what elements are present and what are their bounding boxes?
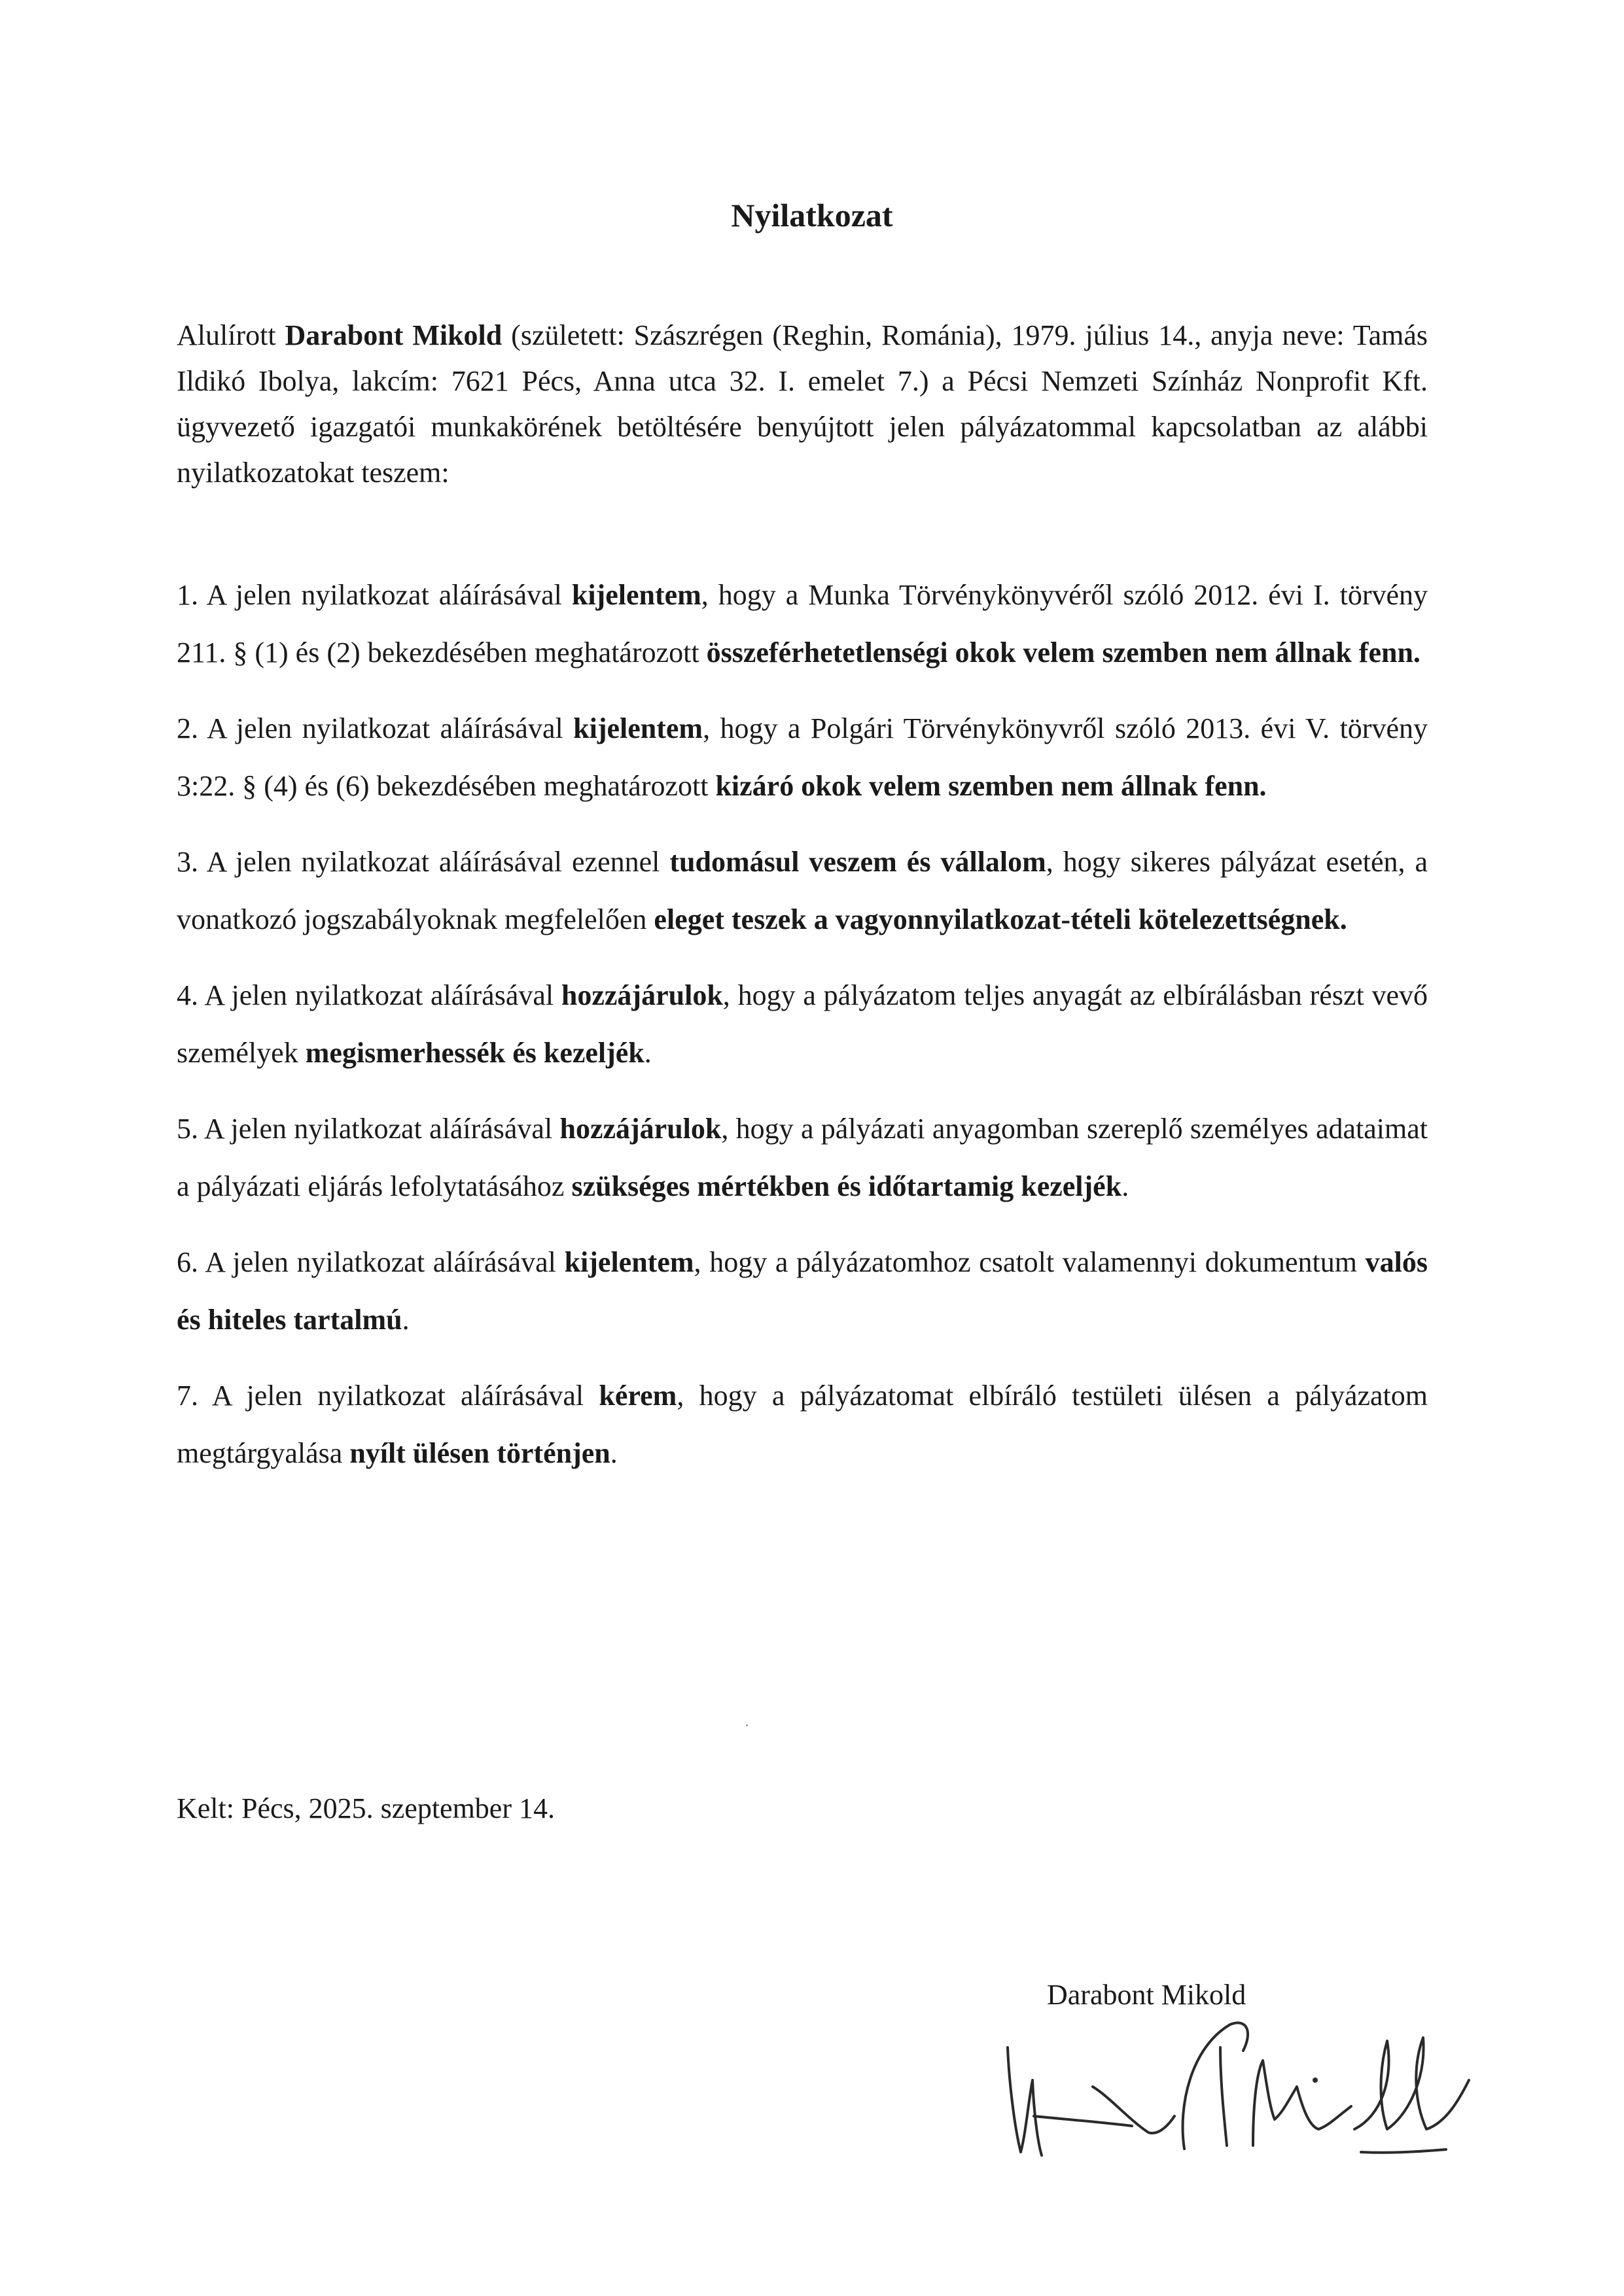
item-text: . [610, 1437, 618, 1469]
signature-stroke [1093, 2087, 1174, 2133]
document-title: Nyilatkozat [731, 197, 893, 234]
item-text: 7. A jelen nyilatkozat aláírásával [177, 1380, 599, 1412]
item-text: 6. A jelen nyilatkozat aláírásával [177, 1246, 565, 1278]
signature-stroke [1008, 2047, 1042, 2155]
item-bold-text: megismerhessék és kezeljék [305, 1037, 644, 1069]
item-text: . [402, 1304, 410, 1336]
declaration-item [177, 566, 1428, 682]
signature-strokes [1008, 2023, 1469, 2155]
declarant-name: Darabont Mikold [285, 319, 503, 351]
item-text: 3. A jelen nyilatkozat aláírásával ezennel [177, 846, 670, 878]
item-bold-text: hozzájárulok [561, 979, 723, 1011]
item-text: 4. A jelen nyilatkozat aláírásával [177, 979, 561, 1011]
item-text: , hogy sikeres pályázat esetén, a vonatkozó jogszabályoknak megfelelően [177, 846, 1428, 935]
item-bold-text: eleget teszek a vagyonnyilatkozat-tételi kötelezettségnek. [654, 903, 1347, 935]
item-bold-text: összeférhetetlenségi okok velem szemben nem állnak fenn. [706, 636, 1421, 669]
item-bold-text: kijelentem [564, 1246, 694, 1278]
item-text: . [1121, 1170, 1129, 1202]
declaration-item [177, 700, 1428, 815]
item-bold-text: valós és hiteles tartalmú [177, 1246, 1428, 1336]
signature-stroke [1183, 2023, 1248, 2149]
intro-prefix: Alulírott [177, 319, 285, 351]
item-bold-text: kijelentem [571, 579, 701, 611]
item-text: , hogy a pályázatomhoz csatolt valamennyi dokumentum [694, 1246, 1366, 1278]
item-text: , hogy a Polgári Törvénykönyvről szóló 2013. évi V. törvény 3:22. § (4) és (6) bekezdésében meghatározott [177, 712, 1428, 802]
item-bold-text: hozzájárulok [559, 1113, 722, 1145]
item-text: , hogy a Munka Törvénykönyvéről szóló 2012. évi I. törvény 211. § (1) és (2) bekezdésében meghatározott [177, 579, 1428, 669]
item-bold-text: tudomásul veszem és vállalom [669, 846, 1046, 878]
intro-rest: (született: Szászrégen (Reghin, Románia), 1979. július 14., anyja neve: Tamás Ildikó Ibolya, lakcím: 7621 Pécs, Anna utca 32. I. emelet 7.) a Pécsi Nemzeti Színház Nonprofit Kft. ügyvezető igazgatói munkakörének betöltésére benyújtott jelen pályázatommal kapcsolatban az alábbi nyilatkozatokat teszem: [177, 319, 1428, 489]
item-bold-text: nyílt ülésen történjen [349, 1437, 610, 1469]
signature-stroke [1361, 2149, 1446, 2153]
item-text: 2. A jelen nyilatkozat aláírásával [177, 712, 574, 744]
item-text: , hogy a pályázati anyagomban szereplő személyes adataimat a pályázati eljárás lefolytatásához [177, 1113, 1428, 1202]
item-text: , hogy a pályázatomat elbíráló testületi ülésen a pályázatom megtárgyalása [177, 1380, 1428, 1469]
item-bold-text: kérem [599, 1380, 677, 1412]
handwritten-signature [995, 2002, 1492, 2198]
signature-stroke [1034, 2116, 1132, 2126]
item-text: . [644, 1037, 652, 1069]
scan-speck [746, 1724, 748, 1726]
item-bold-text: kizáró okok velem szemben nem állnak fenn. [715, 770, 1267, 802]
signature-stroke [1220, 2047, 1227, 2146]
signature-dot [1314, 2079, 1316, 2081]
date-line: Kelt: Pécs, 2025. szeptember 14. [177, 1792, 555, 1824]
declaration-item [177, 1100, 1428, 1215]
item-text: 5. A jelen nyilatkozat aláírásával [177, 1113, 560, 1145]
declaration-item [177, 833, 1428, 948]
intro-paragraph [177, 313, 1428, 496]
declaration-item [177, 1367, 1428, 1482]
signature-stroke [1354, 2038, 1469, 2129]
item-text: , hogy a pályázatom teljes anyagát az elbírálásban részt vevő személyek [177, 979, 1428, 1069]
declaration-item [177, 967, 1428, 1082]
declaration-item [177, 1234, 1428, 1349]
declaration-list [177, 566, 1428, 1501]
signer-name: Darabont Mikold [1047, 1979, 1246, 2011]
signature-stroke [1253, 2061, 1351, 2146]
item-bold-text: szükséges mértékben és időtartamig kezeljék [571, 1170, 1122, 1202]
item-text: 1. A jelen nyilatkozat aláírásával [177, 579, 572, 611]
item-bold-text: kijelentem [573, 712, 703, 744]
